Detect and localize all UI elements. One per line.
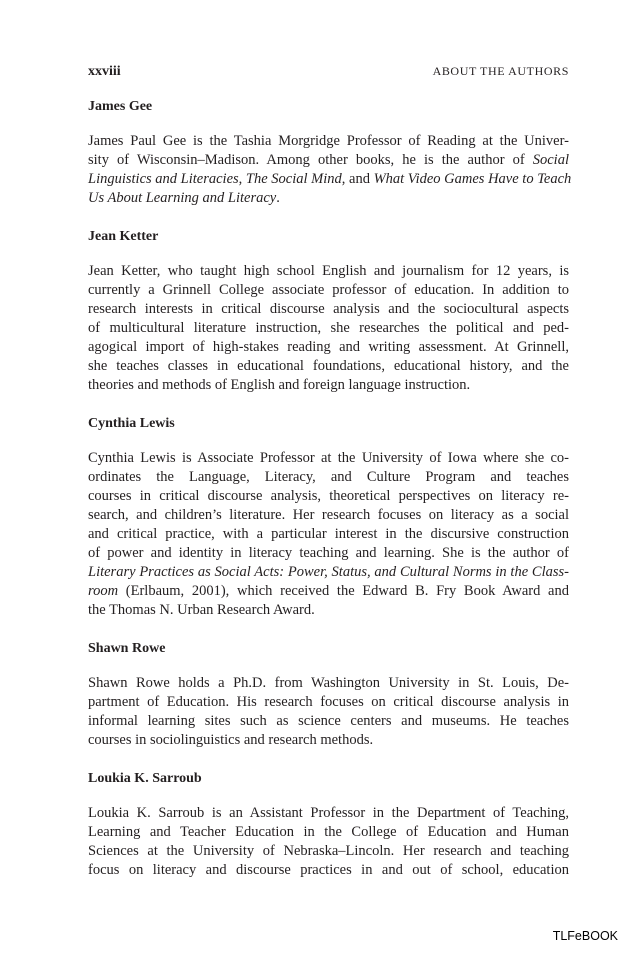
bio-text: of power and identity in literacy teaching and learning. She is the author of	[88, 545, 569, 561]
bio-line	[88, 712, 569, 731]
bio-line	[88, 281, 569, 300]
bio-line	[88, 842, 569, 861]
watermark-logo: TLFeBOOK	[552, 929, 618, 943]
bio-text: Learning and Teacher Education in the College of Education and Human	[88, 824, 569, 840]
author-name: Cynthia Lewis	[88, 416, 175, 431]
bio-text: courses in sociolinguistics and research methods.	[88, 732, 374, 748]
bio-line	[88, 804, 569, 823]
page-number: xxviii	[88, 64, 121, 79]
author-name: Shawn Rowe	[88, 641, 166, 656]
author-entry	[88, 639, 569, 750]
bio-text: (Erlbaum, 2001), which received the Edward B. Fry Book Award and	[118, 583, 569, 599]
book-title: Literary Practices as Social Acts: Power, Status, and Cultural Norms in the Class-	[88, 564, 569, 580]
book-title: Linguistics and Literacies	[88, 171, 239, 187]
bio-line	[88, 693, 569, 712]
author-bio	[88, 804, 569, 880]
bio-line	[88, 582, 569, 601]
bio-text: of multicultural literature instruction, she researches the political and ped-	[88, 320, 569, 336]
bio-text: Jean Ketter, who taught high school English and journalism for 12 years, is	[88, 263, 569, 279]
author-bio	[88, 449, 569, 620]
bio-line	[88, 674, 569, 693]
author-name: James Gee	[88, 99, 153, 114]
bio-text: Cynthia Lewis is Associate Professor at the University of Iowa where she co-	[88, 450, 569, 466]
bio-line	[88, 525, 569, 544]
bio-line	[88, 338, 569, 357]
bio-line	[88, 506, 569, 525]
bio-line	[88, 357, 569, 376]
bio-text: the Thomas N. Urban Research Award.	[88, 602, 315, 618]
author-bio	[88, 132, 572, 208]
author-entry	[88, 414, 569, 620]
bio-line	[88, 262, 569, 281]
author-name: Loukia K. Sarroub	[88, 771, 202, 786]
author-entry	[88, 227, 569, 395]
bio-text: theories and methods of English and foreign language instruction.	[88, 377, 471, 393]
bio-text: research interests in critical discourse analysis and the sociocultural aspects	[88, 301, 569, 317]
book-title: The Social Mind	[245, 171, 342, 187]
bio-text: Sciences at the University of Nebraska–Lincoln. Her research and teaching	[88, 843, 569, 859]
bio-text: partment of Education. His research focuses on critical discourse analysis in	[88, 694, 569, 710]
bio-line	[88, 376, 569, 395]
page-header	[88, 64, 569, 84]
bio-text: ,	[238, 171, 246, 187]
bio-text: search, and children’s literature. Her research focuses on literacy as a social	[88, 507, 569, 523]
bio-line	[88, 468, 569, 487]
bio-text: Loukia K. Sarroub is an Assistant Professor in the Department of Teaching,	[88, 805, 569, 821]
bio-text: ordinates the Language, Literacy, and Culture Program and teaches	[88, 469, 569, 485]
bio-line	[88, 300, 569, 319]
bio-text: , and	[341, 171, 374, 187]
bio-line	[88, 189, 569, 208]
bio-line	[88, 170, 572, 189]
author-entry	[88, 97, 572, 208]
bio-text: and critical practice, with a particular interest in the discursive construction	[88, 526, 569, 542]
book-title: room	[88, 583, 119, 599]
bio-text: courses in critical discourse analysis, theoretical perspectives on literacy re-	[88, 488, 569, 504]
book-title: Social	[532, 152, 569, 168]
book-title: What Video Games Have to Teach	[373, 171, 572, 187]
bio-line	[88, 823, 569, 842]
bio-line	[88, 563, 569, 582]
bio-line	[88, 151, 569, 170]
bio-line	[88, 601, 569, 620]
bio-line	[88, 544, 569, 563]
authors-list	[88, 97, 572, 899]
bio-line	[88, 731, 569, 750]
bio-text: she teaches classes in educational foundations, educational history, and the	[88, 358, 569, 374]
bio-text: .	[276, 190, 280, 206]
bio-text: focus on literacy and discourse practices in and out of school, education	[88, 862, 569, 878]
bio-line	[88, 132, 569, 151]
bio-line	[88, 319, 569, 338]
bio-text: Shawn Rowe holds a Ph.D. from Washington University in St. Louis, De-	[88, 675, 569, 691]
author-entry	[88, 769, 569, 880]
bio-text: informal learning sites such as science centers and museums. He teaches	[88, 713, 569, 729]
author-name: Jean Ketter	[88, 229, 159, 244]
book-page	[88, 0, 572, 957]
bio-text: James Paul Gee is the Tashia Morgridge Professor of Reading at the Univer-	[88, 133, 569, 149]
bio-line	[88, 487, 569, 506]
running-head: ABOUT THE AUTHORS	[432, 64, 569, 78]
author-bio	[88, 674, 569, 750]
bio-line	[88, 861, 569, 880]
bio-text: agogical import of high-stakes reading and writing assessment. At Grinnell,	[88, 339, 569, 355]
bio-text: currently a Grinnell College associate professor of education. In addition to	[88, 282, 569, 298]
author-bio	[88, 262, 569, 395]
bio-text: sity of Wisconsin–Madison. Among other books, he is the author of	[88, 152, 533, 168]
book-title: Us About Learning and Literacy	[88, 190, 277, 206]
bio-line	[88, 449, 569, 468]
